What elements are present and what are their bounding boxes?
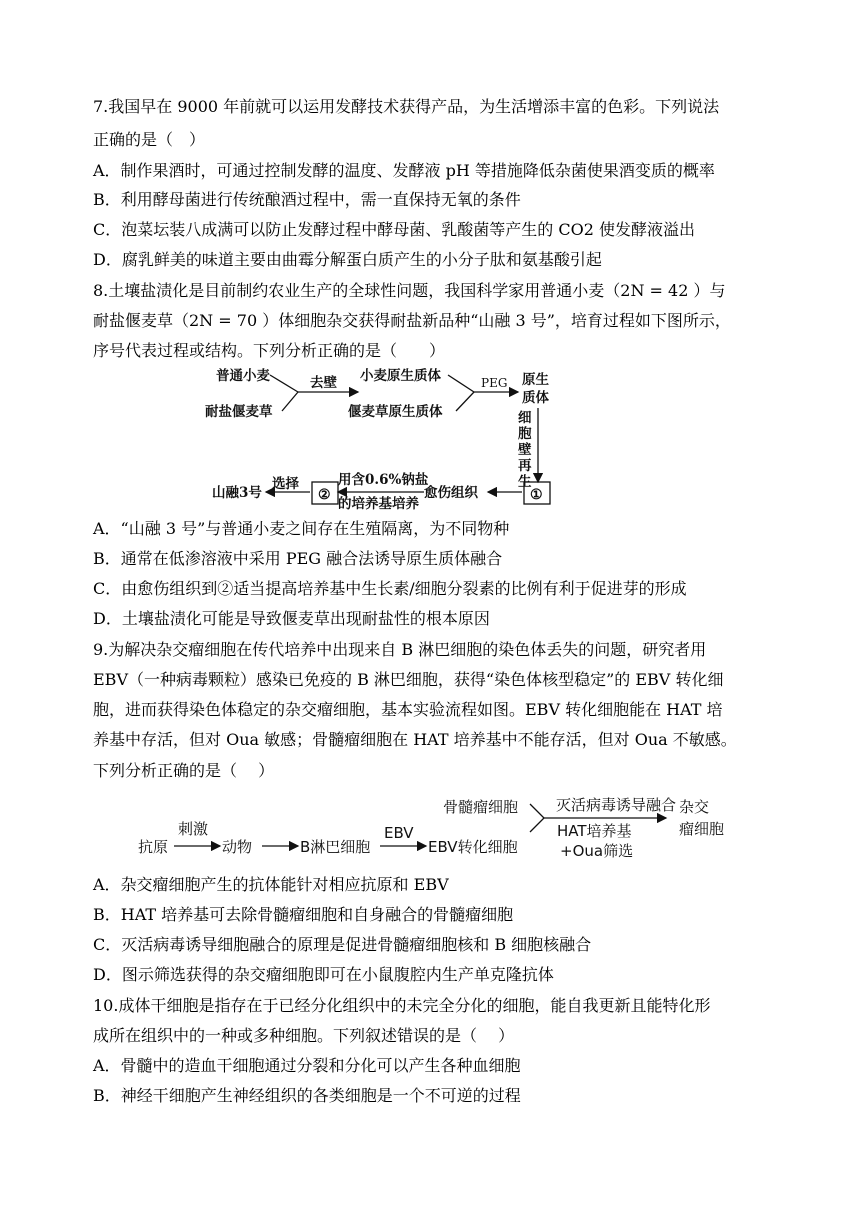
wheat-protoplast-label: 小麦原生质体: [360, 368, 441, 384]
box-1-label: ①: [530, 487, 543, 503]
q7-option-d: D．腐乳鲜美的味道主要由曲霉分解蛋白质产生的小分子肽和氨基酸引起: [93, 250, 602, 269]
animal-label: 动物: [222, 838, 253, 856]
wall-regen-char-3: 壁: [518, 442, 532, 458]
myeloma-label: 骨髓瘤细胞: [443, 798, 519, 816]
q10-stem-line-2: 成所在组织中的一种或多种细胞。下列叙述错误的是（ ）: [93, 1026, 515, 1045]
q7-stem-line-1: 7.我国早在 9000 年前就可以运用发酵技术获得产品，为生活增添丰富的色彩。下列说法: [93, 97, 720, 116]
q10-option-a: A．骨髓中的造血干细胞通过分裂和分化可以产生各种血细胞: [93, 1056, 521, 1075]
q8-option-c: C．由愈伤组织到②适当提高培养基中生长素/细胞分裂素的比例有利于促进芽的形成: [93, 579, 687, 598]
q9-stem-line-1: 9.为解决杂交瘤细胞在传代培养中出现来自 B 淋巴细胞的染色体丢失的问题，研究者用: [93, 640, 707, 659]
wheat-label: 普通小麦: [216, 368, 270, 384]
q8-stem-line-2: 耐盐偃麦草（2N = 70 ）体细胞杂交获得耐盐新品种“山融 3 号”，培育过程如下图所示，: [93, 311, 731, 330]
grass-label: 耐盐偃麦草: [205, 404, 273, 420]
b-cell-label: B淋巴细胞: [300, 838, 371, 856]
ebv-label: EBV: [384, 824, 414, 842]
q8-option-a: A．“山融 3 号”与普通小麦之间存在生殖隔离，为不同物种: [93, 519, 510, 538]
select-label: 选择: [272, 476, 299, 492]
q9-stem-line-5: 下列分析正确的是（ ）: [93, 761, 275, 780]
q7-option-b: B．利用酵母菌进行传统酿酒过程中，需一直保持无氧的条件: [93, 190, 521, 209]
box-2-label: ②: [318, 487, 331, 503]
stimulate-label: 刺激: [178, 820, 209, 838]
q9-option-d: D．图示筛选获得的杂交瘤细胞即可在小鼠腹腔内生产单克隆抗体: [93, 965, 554, 984]
fusion-label: 灭活病毒诱导融合: [556, 796, 677, 814]
q8-stem-line-3: 序号代表过程或结构。下列分析正确的是（ ）: [93, 341, 446, 360]
dewall-label: 去壁: [310, 375, 337, 391]
wall-regen-char-2: 胞: [518, 426, 532, 442]
hybrid-label-1: 杂交: [679, 798, 710, 816]
grass-protoplast-label: 偃麦草原生质体: [348, 404, 443, 420]
product-label: 山融3号: [212, 485, 262, 501]
medium-label-2: 的培养基培养: [338, 496, 419, 512]
merge-bracket: [530, 804, 544, 832]
q7-option-c: C．泡菜坛装八成满可以防止发酵过程中酵母菌、乳酸菌等产生的 CO2 使发酵液溢出: [93, 220, 695, 239]
q9-option-b: B．HAT 培养基可去除骨髓瘤细胞和自身融合的骨髓瘤细胞: [93, 905, 514, 924]
wall-regen-char-4: 再: [518, 458, 532, 474]
q8-option-d: D．土壤盐渍化可能是导致偃麦草出现耐盐性的根本原因: [93, 609, 490, 628]
peg-label: PEG: [481, 376, 508, 390]
hybridoma-flow-diagram: [0, 790, 860, 870]
q7-stem-line-2: 正确的是（ ）: [93, 130, 206, 149]
q8-stem-line-1: 8.土壤盐渍化是目前制约农业生产的全球性问题，我国科学家用普通小麦（2N = 42 ）与: [93, 281, 726, 300]
q9-stem-line-2: EBV（一种病毒颗粒）感染已免疫的 B 淋巴细胞，获得“染色体核型稳定”的 EBV 转化细: [93, 670, 724, 689]
q10-option-b: B．神经干细胞产生神经组织的各类细胞是一个不可逆的过程: [93, 1086, 521, 1105]
q9-stem-line-4: 养基中存活，但对 Oua 敏感；骨髓瘤细胞在 HAT 培养基中不能存活，但对 Oua 不敏感。: [93, 730, 737, 749]
q9-option-a: A．杂交瘤细胞产生的抗体能针对相应抗原和 EBV: [93, 875, 449, 894]
medium-label-1: 用含0.6%钠盐: [338, 472, 429, 488]
q8-option-b: B．通常在低渗溶液中采用 PEG 融合法诱导原生质体融合: [93, 549, 503, 568]
oua-label: +Oua筛选: [560, 842, 634, 860]
hat-label: HAT培养基: [557, 822, 632, 840]
q7-option-a: A．制作果酒时，可通过控制发酵的温度、发酵液 pH 等措施降低杂菌使果酒变质的概率: [93, 161, 715, 180]
q9-option-c: C．灭活病毒诱导细胞融合的原理是促进骨髓瘤细胞核和 B 细胞核融合: [93, 935, 592, 954]
q9-stem-line-3: 胞，进而获得染色体稳定的杂交瘤细胞，基本实验流程如图。EBV 转化细胞能在 HAT 培: [93, 700, 723, 719]
wall-regen-char-1: 细: [518, 410, 532, 426]
protoplast-label-2: 质体: [522, 390, 549, 406]
hybrid-label-2: 瘤细胞: [679, 820, 725, 838]
antigen-label: 抗原: [138, 838, 169, 856]
wall-regen-char-5: 生: [518, 474, 532, 490]
ebv-cell-label: EBV转化细胞: [428, 838, 518, 856]
q10-stem-line-1: 10.成体干细胞是指存在于已经分化组织中的未完全分化的细胞，能自我更新且能特化形: [93, 996, 711, 1015]
protoplast-label-1: 原生: [522, 372, 549, 388]
protoplast-fusion-diagram: [0, 360, 860, 516]
callus-label: 愈伤组织: [424, 485, 478, 501]
